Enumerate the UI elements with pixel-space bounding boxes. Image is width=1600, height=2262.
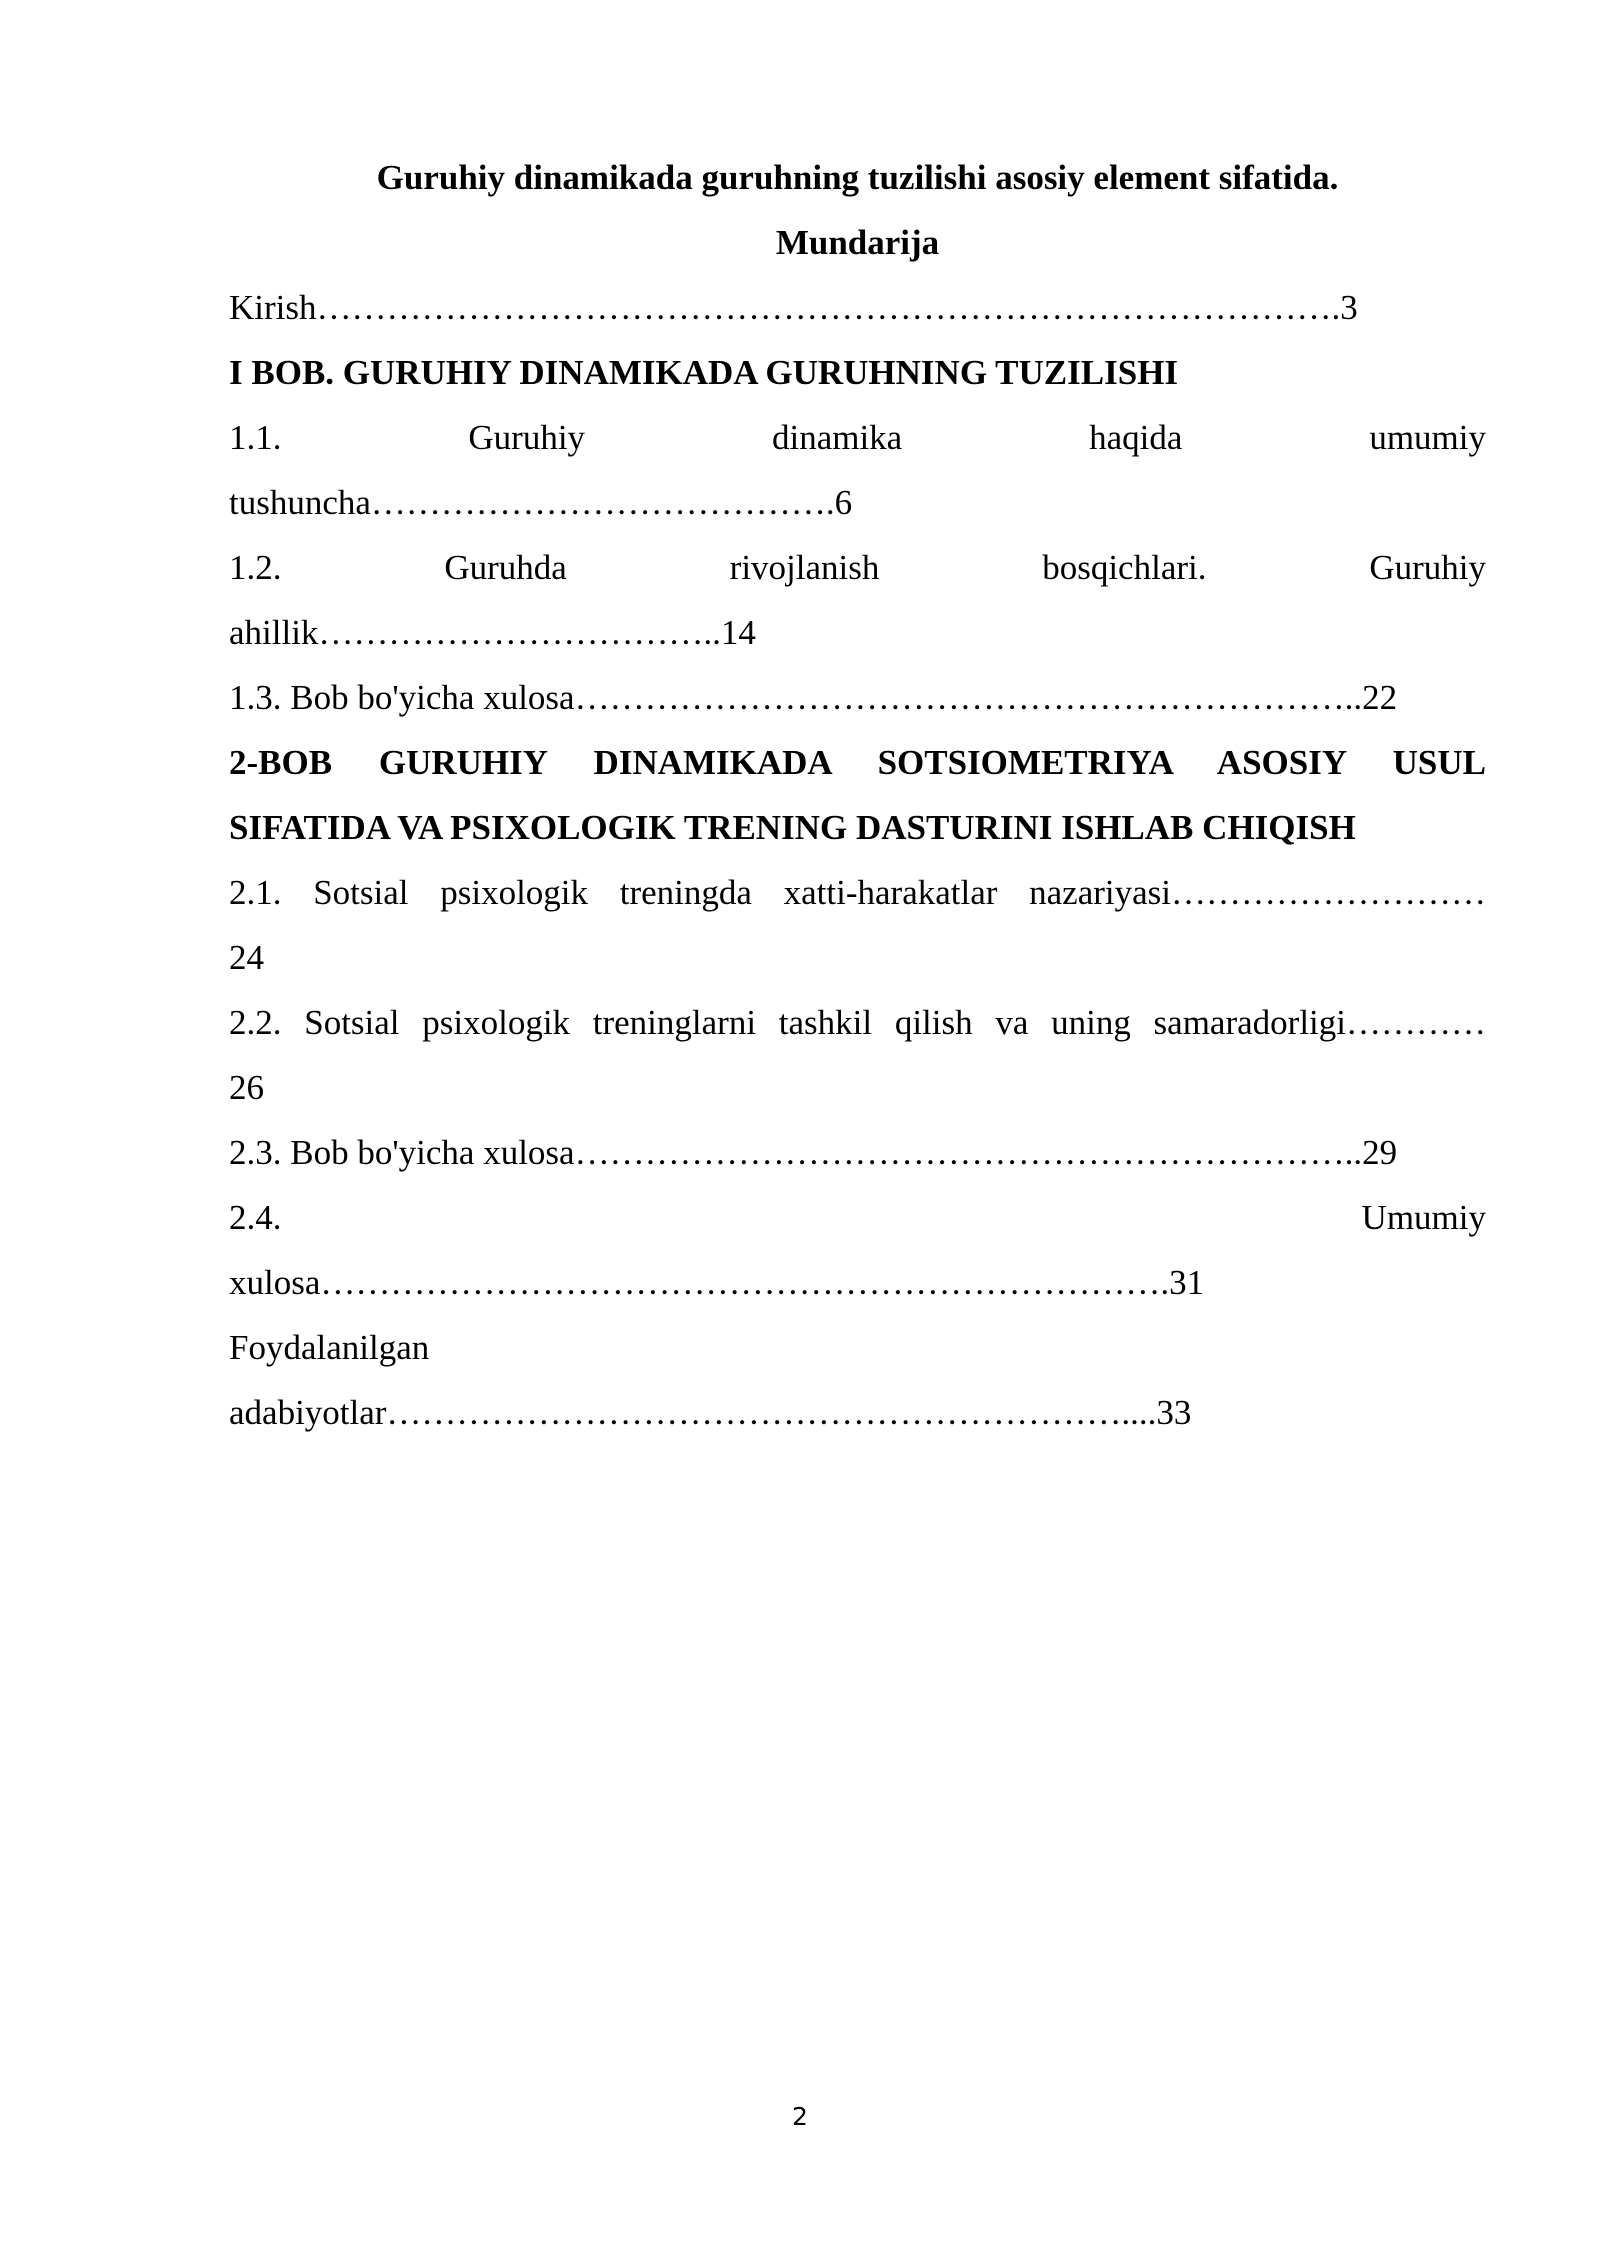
toc-entry-1-3: 1.3. Bob bo'yicha xulosa…………………………………………………………..22 [229, 678, 1398, 717]
toc-entry-2-4-line1: 2.4. Umumiy [229, 1198, 1486, 1237]
toc-heading: Mundarija [775, 223, 940, 262]
toc-entry-2-3: 2.3. Bob bo'yicha xulosa…………………………………………………………..29 [229, 1133, 1398, 1172]
toc-entry-kirish: Kirish…………………………………………………………………………….3 [229, 288, 1358, 327]
toc-entry-2-1-line1: 2.1. Sotsial psixologik treningda xatti-harakatlar nazariyasi……………………… [229, 873, 1486, 912]
page-number: 2 [792, 2102, 808, 2131]
toc-content [229, 145, 1486, 1445]
toc-entry-2-4-line2: xulosa……………………………………………………………….31 [229, 1263, 1205, 1302]
toc-entry-references-line1: Foydalanilgan [229, 1328, 430, 1367]
toc-entry-1-2-line2: ahillik……………………………..14 [229, 613, 756, 652]
toc-entry-1-1-line1: 1.1. Guruhiy dinamika haqida umumiy [229, 418, 1486, 457]
toc-chapter-2-line2: SIFATIDA VA PSIXOLOGIK TRENING DASTURINI ISHLAB CHIQISH [229, 808, 1356, 847]
toc-entry-2-1-line2: 24 [229, 938, 264, 977]
toc-entry-1-2-line1: 1.2. Guruhda rivojlanish bosqichlari. Guruhiy [229, 548, 1486, 587]
toc-chapter-1: I BOB. GURUHIY DINAMIKADA GURUHNING TUZILISHI [229, 353, 1179, 392]
toc-entry-2-2-line1: 2.2. Sotsial psixologik treninglarni tashkil qilish va uning samaradorligi………… [229, 1003, 1486, 1042]
toc-entry-references-line2: adabiyotlar………………………………………………………....33 [229, 1393, 1192, 1432]
toc-entry-2-2-line2: 26 [229, 1068, 264, 1107]
toc-entry-1-1-line2: tushuncha………………………………….6 [229, 483, 853, 522]
document-title: Guruhiy dinamikada guruhning tuzilishi asosiy element sifatida. [376, 158, 1339, 197]
toc-chapter-2-line1: 2-BOB GURUHIY DINAMIKADA SOTSIOMETRIYA ASOSIY USUL [229, 743, 1486, 782]
